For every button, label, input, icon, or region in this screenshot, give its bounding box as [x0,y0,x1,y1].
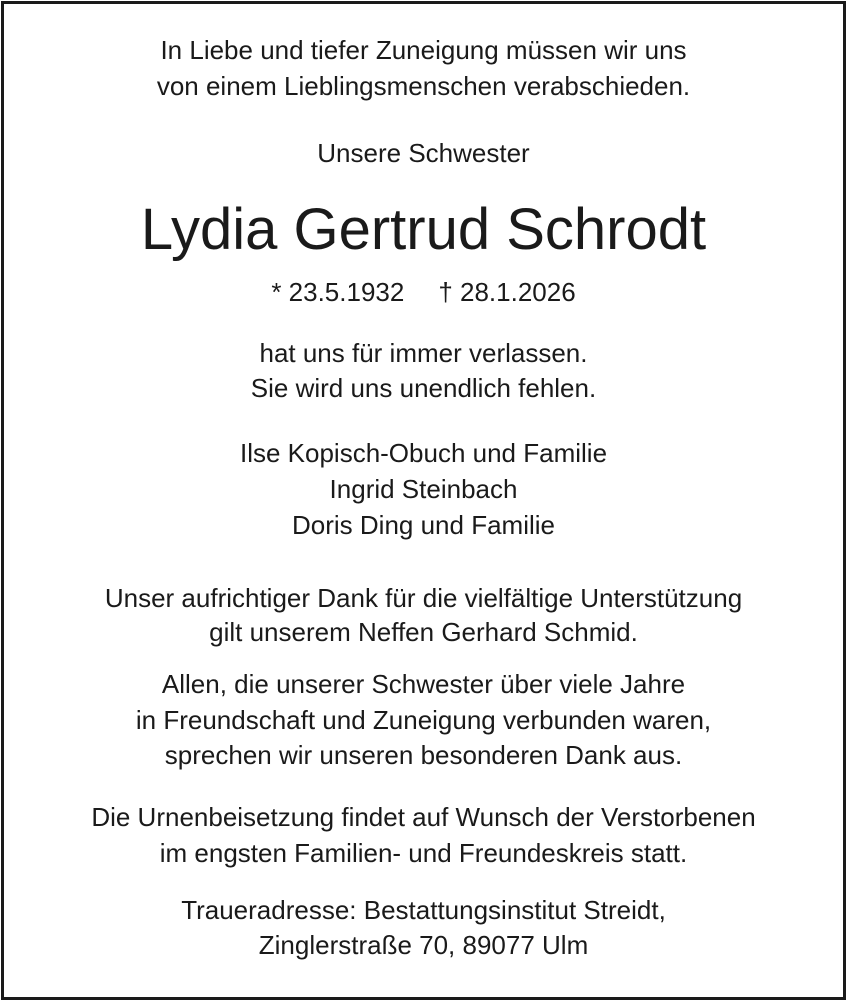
mourner: Doris Ding und Familie [292,510,555,540]
thanks-line: Unser aufrichtiger Dank für die vielfältige Unterstützung [104,583,743,613]
birth-date: * 23.5.1932 [271,277,405,307]
message-line: Sie wird uns unendlich fehlen. [250,373,597,403]
thanks-line: gilt unserem Neffen Gerhard Schmid. [209,617,638,647]
address-line: Zinglerstraße 70, 89077 Ulm [258,930,589,960]
intro-line: In Liebe und tiefer Zuneigung müssen wir uns [160,35,687,65]
relation-label: Unsere Schwester [317,138,530,168]
intro-line: von einem Lieblingsmenschen verabschieden. [156,71,691,101]
address-line: Traueradresse: Bestattungsinstitut Streidt, [181,895,666,925]
burial-line: im engsten Familien- und Freundeskreis statt. [159,838,688,868]
burial-line: Die Urnenbeisetzung findet auf Wunsch der Verstorbenen [91,802,756,832]
life-dates [0,274,847,310]
death-date: † 28.1.2026 [438,277,576,307]
deceased-name: Lydia Gertrud Schrodt [140,197,707,262]
mourner: Ingrid Steinbach [329,474,518,504]
thanks-line: sprechen wir unseren besonderen Dank aus. [164,740,683,770]
mourner: Ilse Kopisch-Obuch und Familie [239,438,608,468]
thanks-line: Allen, die unserer Schwester über viele Jahre [161,669,686,699]
message-line: hat uns für immer verlassen. [259,338,588,368]
thanks-line: in Freundschaft und Zuneigung verbunden waren, [135,705,712,735]
